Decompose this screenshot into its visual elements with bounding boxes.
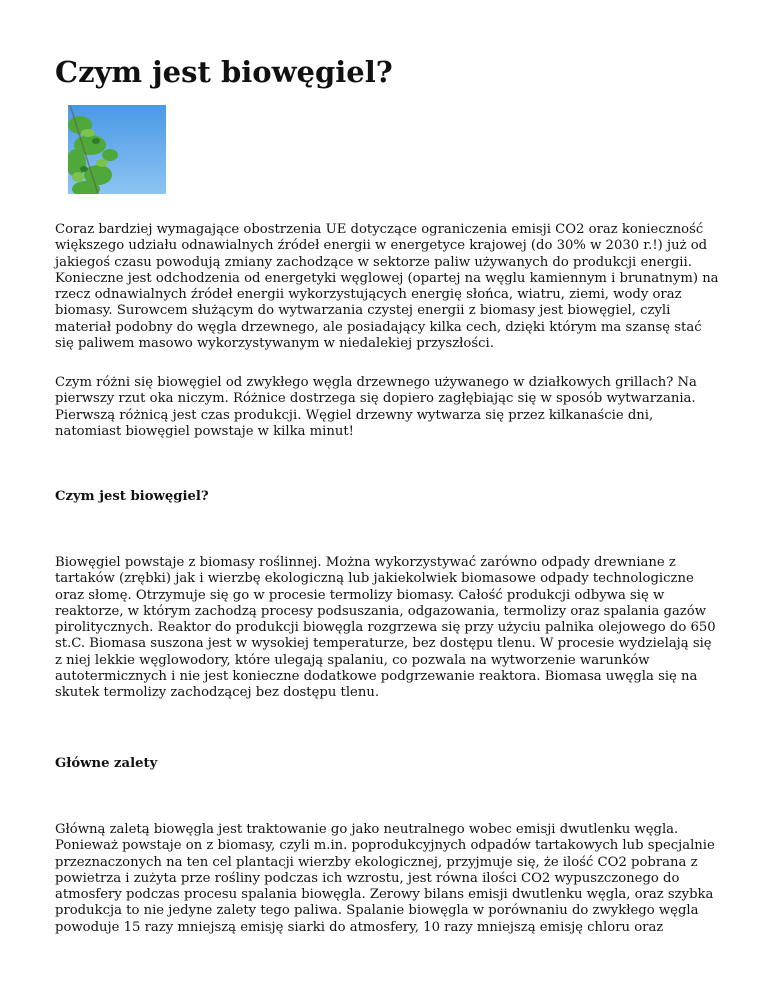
page-title: Czym jest biowęgiel?: [55, 55, 393, 89]
advantages-paragraph: Główną zaletą biowęgla jest traktowanie go jako neutralnego wobec emisji dwutlenku węgla. Ponieważ powstaje on z biomasy, czyli m.in. poprodukcyjnych odpadów tartakowych lub specjalnie przeznaczonych na ten cel plantacji wierzby ekologicznej, przyjmuje się, że ilość CO2 pobrana z powietrza i zużyta prze rośliny podczas ich wzrostu, jest równa ilości CO2 wypuszczonego do atmosfery podczas procesu spalania biowęgla. Zerowy bilans emisji dwutlenku węgla, oraz szybka produkcja to nie jedyne zalety tego paliwa. Spalanie biowęgla w porównaniu do zwykłego węgla powoduje 15 razy mniejszą emisję siarki do atmosfery, 10 razy mniejszą emisję chloru oraz: [55, 822, 715, 935]
section-heading-advantages: Główne zalety: [55, 756, 158, 771]
comparison-paragraph: Czym różni się biowęgiel od zwykłego węgla drzewnego używanego w działkowych grillach? Na pierwszy rzut oka niczym. Różnice dostrzega się dopiero zagłębiając się w sposób wytwarzania. Pierwszą różnicą jest czas produkcji. Węgiel drzewny wytwarza się przez kilkanaście dni, natomiast biowęgiel powstaje w kilka minut!: [55, 375, 697, 439]
production-paragraph: Biowęgiel powstaje z biomasy roślinnej. Można wykorzystywać zarówno odpady drewniane z tartaków (zrębki) jak i wierzbę ekologiczną lub jakiekolwiek biomasowe odpady technologiczne oraz słomę. Otrzymuje się go w procesie termolizy biomasy. Całość produkcji odbywa się w reaktorze, w którym zachodzą procesy podsuszania, odgazowania, termolizy oraz spalania gazów pirolitycznych. Reaktor do produkcji biowęgla rozgrzewa się przy użyciu palnika olejowego do 650 st.C. Biomasa suszona jest w wysokiej temperaturze, bez dostępu tlenu. W procesie wydzielają się z niej lekkie węglowodory, które ulegają spalaniu, co pozwala na wytworzenie warunków autotermicznych i nie jest konieczne dodatkowe podgrzewanie reaktora. Biomasa uwęgla się na skutek termolizy zachodzącej bez dostępu tlenu.: [55, 555, 716, 701]
intro-paragraph: Coraz bardziej wymagające obostrzenia UE dotyczące ograniczenia emisji CO2 oraz konieczność większego udziału odnawialnych źródeł energii w energetyce krajowej (do 30% w 2030 r.!) już od jakiegoś czasu powodują zmiany zachodzące w sektorze paliw używanych do produkcji energii. Konieczne jest odchodzenia od energetyki węglowej (opartej na węglu kamiennym i brunatnym) na rzecz odnawialnych źródeł energii wykorzystujących energię słońca, wiatru, ziemi, wody oraz biomasy. Surowcem służącym do wytwarzania czystej energii z biomasy jest biowęgiel, czyli materiał podobny do węgla drzewnego, ale posiadający kilka cech, dzięki którym ma szansę stać się paliwem masowo wykorzystywanym w niedalekiej przyszłości.: [55, 222, 719, 352]
section-heading-what-is: Czym jest biowęgiel?: [55, 489, 209, 504]
tree-leaves-photo: [68, 105, 166, 194]
